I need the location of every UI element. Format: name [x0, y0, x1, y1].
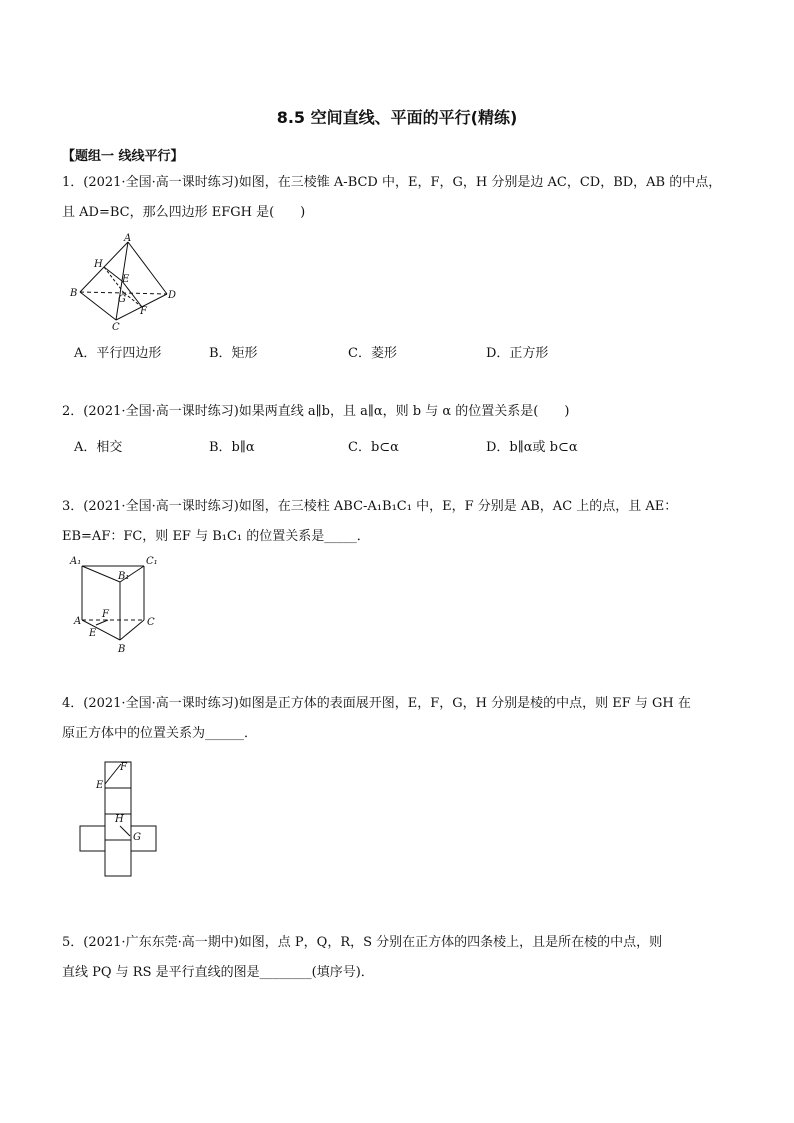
- q1-label-h: H: [94, 259, 103, 270]
- q1-label-e: E: [122, 274, 130, 285]
- q3-line1: [62, 498, 677, 516]
- q1-line1: [62, 174, 721, 192]
- q2-text-line1: 如果两直线 a∥b，且 a∥α，则 b 与 α 的位置关系是( ): [238, 404, 570, 419]
- q1-label-f: F: [140, 306, 147, 317]
- q5-source: (2021·广东东莞·高一期中): [83, 935, 239, 950]
- q2-number: 2．: [62, 404, 84, 419]
- q2-option-a[interactable]: A．相交: [74, 440, 123, 455]
- q1-option-a[interactable]: A．平行四边形: [74, 346, 162, 361]
- q3-label-b: B: [118, 644, 126, 655]
- q2-option-c[interactable]: C．b⊂α: [348, 440, 399, 455]
- q4-label-e: E: [96, 780, 104, 791]
- q1-tetrahedron-figure: [62, 232, 187, 332]
- q1-option-d[interactable]: D．正方形: [486, 346, 549, 361]
- q1-option-c[interactable]: C．菱形: [348, 346, 397, 361]
- q2-option-b[interactable]: B．b∥α: [209, 440, 255, 455]
- q3-number: 3．: [62, 499, 84, 514]
- q2-line1: [62, 403, 569, 421]
- q4-label-h: H: [115, 814, 124, 825]
- q2-option-d[interactable]: D．b∥α或 b⊂α: [486, 440, 578, 455]
- group-heading: 【题组一 线线平行】: [62, 149, 184, 164]
- q3-label-e: E: [89, 628, 97, 639]
- q4-number: 4．: [62, 696, 84, 711]
- q4-text-line1: 如图是正方体的表面展开图，E，F，G，H 分别是棱的中点，则 EF 与 GH 在: [238, 696, 691, 711]
- q1-label-c: C: [112, 322, 120, 332]
- q5-text-line1: 如图，点 P，Q，R，S 分别在正方体的四条棱上，且是所在棱的中点，则: [238, 935, 663, 950]
- page-title: 8.5 空间直线、平面的平行(精练): [276, 108, 518, 127]
- q1-label-d: D: [168, 290, 177, 301]
- q4-cube-net-figure: [75, 758, 165, 883]
- q4-label-f: F: [120, 762, 127, 773]
- q4-label-g: G: [133, 832, 141, 843]
- q3-label-c: C: [147, 617, 155, 628]
- q5-line1: [62, 934, 662, 952]
- q3-label-a: A: [74, 616, 82, 627]
- q1-line2: 且 AD=BC，那么四边形 EFGH 是( ): [62, 205, 306, 220]
- q1-option-b[interactable]: B．矩形: [209, 346, 258, 361]
- q5-line2: 直线 PQ 与 RS 是平行直线的图是________(填序号)．: [62, 965, 374, 980]
- q4-line1: [62, 695, 691, 713]
- q5-number: 5．: [62, 935, 84, 950]
- q3-label-b1: B₁: [118, 571, 130, 582]
- q3-line2: EB=AF：FC，则 EF 与 B₁C₁ 的位置关系是_____．: [62, 529, 370, 544]
- q3-label-a1: A₁: [70, 556, 82, 567]
- q1-source: (2021·全国·高一课时练习): [83, 175, 239, 190]
- q3-label-c1: C₁: [146, 556, 158, 567]
- q4-source: (2021·全国·高一课时练习): [83, 696, 239, 711]
- q1-label-a: A: [124, 233, 132, 244]
- q4-line2: 原正方体中的位置关系为______．: [62, 726, 258, 741]
- q1-label-g: G: [118, 294, 126, 305]
- q1-label-b: B: [70, 288, 78, 299]
- q3-label-f: F: [102, 609, 109, 620]
- q1-text-line1: 如图，在三棱锥 A-BCD 中，E，F，G，H 分别是边 AC，CD，BD，AB 的中点，: [238, 175, 722, 190]
- q3-source: (2021·全国·高一课时练习): [83, 499, 239, 514]
- q2-source: (2021·全国·高一课时练习): [83, 404, 239, 419]
- q3-text-line1: 如图，在三棱柱 ABC-A₁B₁C₁ 中，E，F 分别是 AB，AC 上的点，且 AE：: [238, 499, 678, 514]
- q3-prism-figure: [62, 552, 172, 657]
- q1-number: 1．: [62, 175, 84, 190]
